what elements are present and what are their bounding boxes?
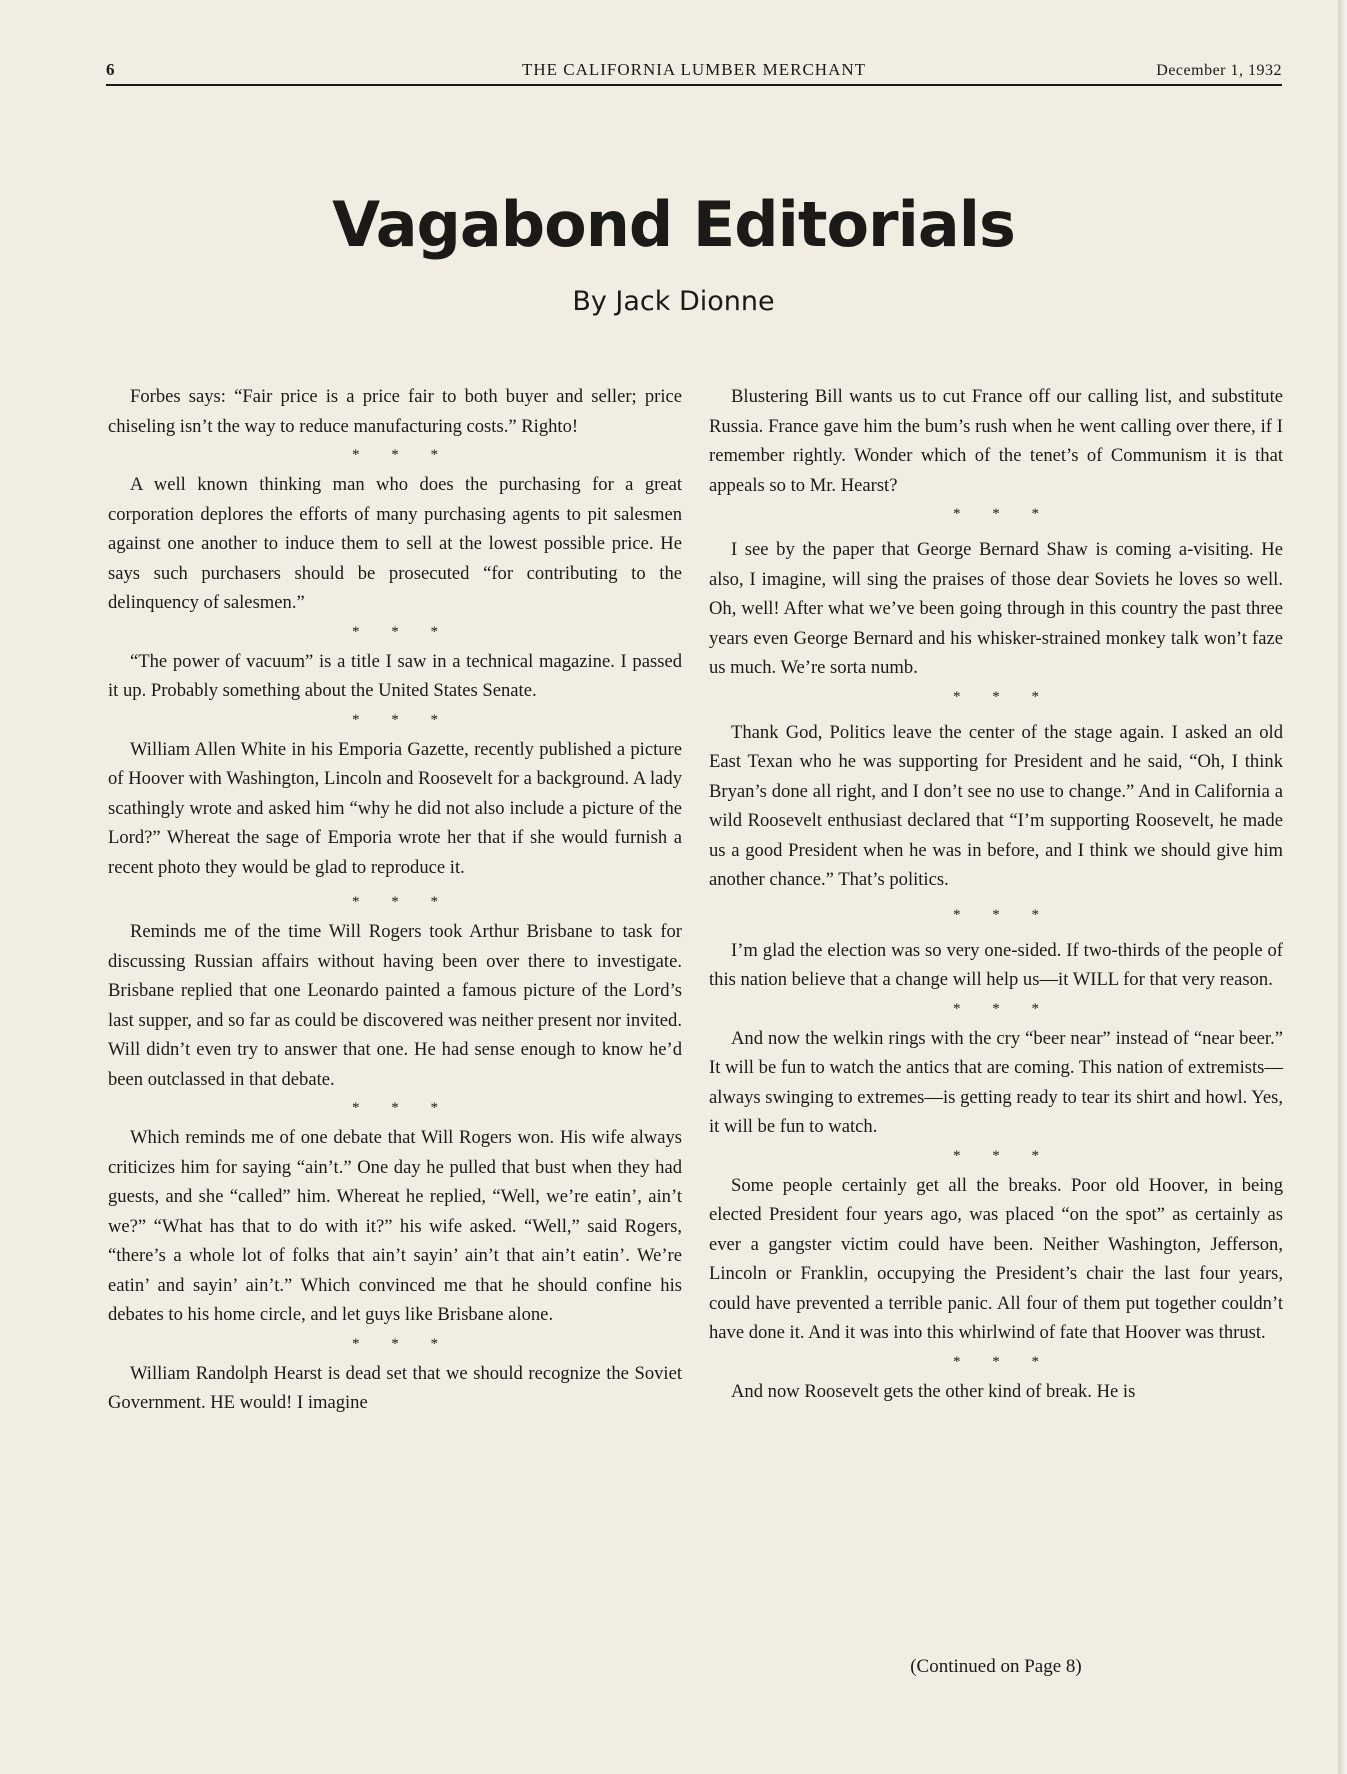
- paragraph: I’m glad the election was so very one-sided. If two-thirds of the people of this nation believe that a change will help us—it WILL for that very reason.: [709, 939, 1283, 990]
- header-rule: [106, 84, 1282, 86]
- paragraph: I see by the paper that George Bernard Shaw is coming a-visiting. He also, I imagine, will sing the praises of those dear Soviets he loves so well. Oh, well! After what we’ve been going through in this country the past three years even George Bernard and his whisker-strained monkey talk won’t faze us much. We’re sorta numb.: [709, 539, 1283, 678]
- continuation-note: (Continued on Page 8): [910, 1656, 1082, 1677]
- article-title: Vagabond Editorials: [332, 188, 1015, 261]
- paragraph: Forbes says: “Fair price is a price fair to both buyer and seller; price chiseling isn’t the way to reduce manufacturing costs.” Righto!: [108, 386, 682, 437]
- left-column: [108, 382, 682, 1418]
- section-separator: * * *: [953, 1147, 1053, 1164]
- paragraph: Which reminds me of one debate that Will Rogers won. His wife always criticizes him for saying “ain’t.” One day he pulled that bust when they had guests, and she “called” him. Whereat he replied, “Well, we’re eatin’, ain’t we?” “What has that to do with it?” his wife asked. “Well,” said Rogers, “there’s a whole lot of folks that ain’t sayin’ ain’t that ain’t eatin’. We’re eatin’ and sayin’ ain’t.” Which convinced me that he should confine his debates to his home circle, and let guys like Brisbane alone.: [108, 1127, 682, 1325]
- article-byline: By Jack Dionne: [572, 286, 775, 317]
- section-separator: * * *: [352, 447, 452, 463]
- paragraph: William Randolph Hearst is dead set that we should recognize the Soviet Government. HE would! I imagine: [108, 1362, 682, 1413]
- right-column: [709, 382, 1283, 1406]
- paragraph: Thank God, Politics leave the center of the stage again. I asked an old East Texan who he was supporting for President and he said, “Oh, I think Bryan’s done all right, and I don’t see no use to change.” And in California a wild Roosevelt enthusiast declared that “I’m supporting Roosevelt, he made us a good President when he was in before, and I think we should give him another chance.” That’s politics.: [709, 721, 1283, 890]
- section-separator: * * *: [953, 688, 1053, 705]
- publication-name: THE CALIFORNIA LUMBER MERCHANT: [521, 60, 867, 79]
- issue-date: December 1, 1932: [1156, 62, 1282, 79]
- section-separator: * * *: [352, 1100, 452, 1116]
- paragraph: “The power of vacuum” is a title I saw in a technical magazine. I passed it up. Probably something about the United States Senate.: [108, 650, 682, 701]
- paragraph: A well known thinking man who does the purchasing for a great corporation deplores the efforts of many purchasing agents to pit salesmen against one another to induce them to sell at the lowest possible price. He says such purchasers should be prosecuted “for contributing to the delinquency of salesmen.”: [108, 474, 682, 613]
- section-separator: * * *: [352, 711, 452, 728]
- section-separator: * * *: [953, 906, 1053, 923]
- paragraph: Reminds me of the time Will Rogers took Arthur Brisbane to task for discussing Russian affairs without having been over there to investigate. Brisbane replied that one Leonardo painted a famous picture of the Lord’s last supper, and so far as could be discovered was neither present nor invited. Will didn’t even try to answer that one. He had sense enough to know he’d been outclassed in that debate.: [108, 921, 682, 1090]
- section-separator: * * *: [352, 623, 452, 640]
- section-separator: * * *: [953, 506, 1053, 522]
- section-separator: * * *: [352, 1335, 452, 1352]
- section-separator: * * *: [953, 1353, 1053, 1370]
- paragraph: And now Roosevelt gets the other kind of break. He is: [731, 1380, 1136, 1402]
- paragraph: William Allen White in his Emporia Gazette, recently published a picture of Hoover with Washington, Lincoln and Roosevelt for a background. A lady scathingly wrote and asked him “why he did not also include a picture of the Lord?” Whereat the sage of Emporia wrote her that if she would furnish a recent photo they would be glad to reproduce it.: [108, 738, 682, 878]
- paragraph: And now the welkin rings with the cry “beer near” instead of “near beer.” It will be fun to watch the antics that are coming. This nation of extremists—always swinging to extremes—is getting ready to tear its shirt and howl. Yes, it will be fun to watch.: [709, 1027, 1283, 1137]
- section-separator: * * *: [352, 894, 452, 910]
- section-separator: * * *: [953, 1000, 1053, 1017]
- page-edge: [1338, 0, 1347, 1774]
- running-header: [106, 56, 1282, 86]
- paragraph: Blustering Bill wants us to cut France off our calling list, and substitute Russia. France gave him the bum’s rush when he went calling over there, if I remember rightly. Wonder which of the tenet’s of Communism it is that appeals so to Mr. Hearst?: [709, 386, 1283, 496]
- page-number: 6: [106, 60, 115, 79]
- paragraph: Some people certainly get all the breaks. Poor old Hoover, in being elected President four years ago, was placed “on the spot” as certainly as ever a gangster victim could have been. Neither Washington, Jefferson, Lincoln or Franklin, occupying the President’s chair the last four years, could have prevented a terrible panic. All four of them put together couldn’t have done it. And it was into this whirlwind of fate that Hoover was thrust.: [709, 1174, 1283, 1343]
